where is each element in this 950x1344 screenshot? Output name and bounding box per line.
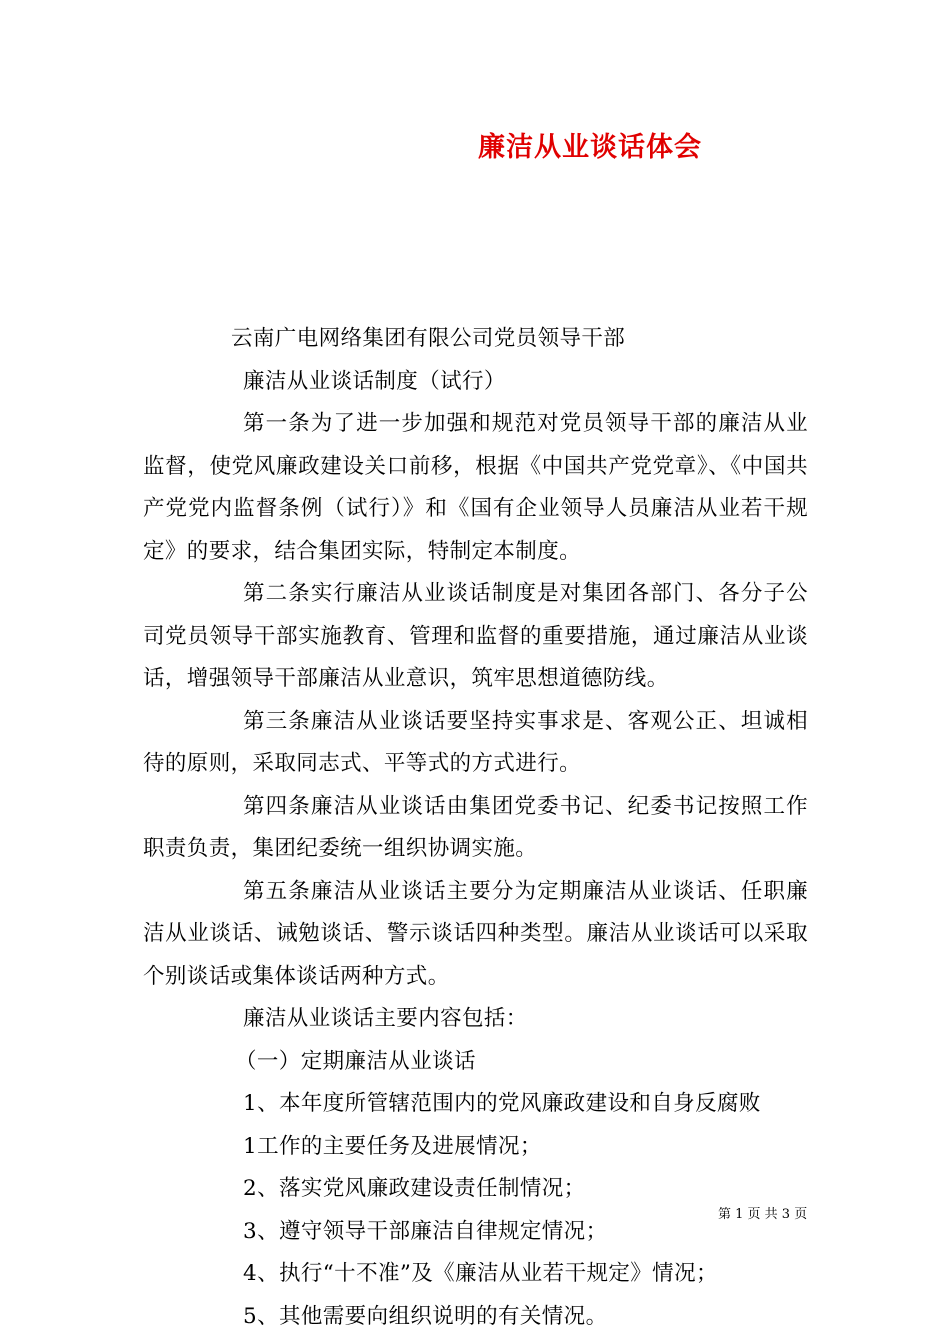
section-1-title: （一）定期廉洁从业谈话	[235, 1048, 476, 1074]
list-item: 4、执行“十不准”及《廉洁从业若干规定》情况；	[243, 1261, 718, 1286]
list-item: 1、本年度所管辖范围内的党风廉政建设和自身反腐败	[243, 1091, 761, 1116]
page-number: 第 1 页 共 3 页	[718, 1207, 808, 1222]
document-title: 廉洁从业谈话体会	[478, 132, 702, 163]
article-5: 第五条廉洁从业谈话主要分为定期廉洁从业谈话、任职廉洁从业谈话、诫勉谈话、警示谈话四种类型。廉洁从业谈话可以采取个别谈话或集体谈话两种方式。	[143, 878, 808, 989]
article-1: 第一条为了进一步加强和规范对党员领导干部的廉洁从业监督，使党风廉政建设关口前移，根据《中国共产党党章》、《中国共产党党内监督条例（试行）》和《国有企业领导人员廉洁从业若干规定》的要求，结合集团实际，特制定本制度。	[143, 411, 808, 564]
content-intro: 廉洁从业谈话主要内容包括：	[243, 1006, 528, 1031]
document-body	[143, 318, 808, 1338]
list-item: 3、遵守领导干部廉洁自律规定情况；	[243, 1218, 608, 1244]
heading-org: 云南广电网络集团有限公司党员领导干部	[231, 326, 626, 351]
article-2: 第二条实行廉洁从业谈话制度是对集团各部门、各分子公司党员领导干部实施教育、管理和监督的重要措施，通过廉洁从业谈话，增强领导干部廉洁从业意识，筑牢思想道德防线。	[143, 581, 808, 691]
article-4: 第四条廉洁从业谈话由集团党委书记、纪委书记按照工作职责负责，集团纪委统一组织协调实施。	[143, 793, 808, 861]
list-item: 1工作的主要任务及进展情况；	[243, 1133, 542, 1159]
list-item: 2、落实党风廉政建设责任制情况；	[243, 1176, 586, 1201]
heading-system: 廉洁从业谈话制度（试行）	[243, 368, 506, 394]
list-item: 5、其他需要向组织说明的有关情况。	[243, 1303, 608, 1329]
article-3: 第三条廉洁从业谈话要坚持实事求是、客观公正、坦诚相待的原则，采取同志式、平等式的方式进行。	[143, 708, 808, 776]
